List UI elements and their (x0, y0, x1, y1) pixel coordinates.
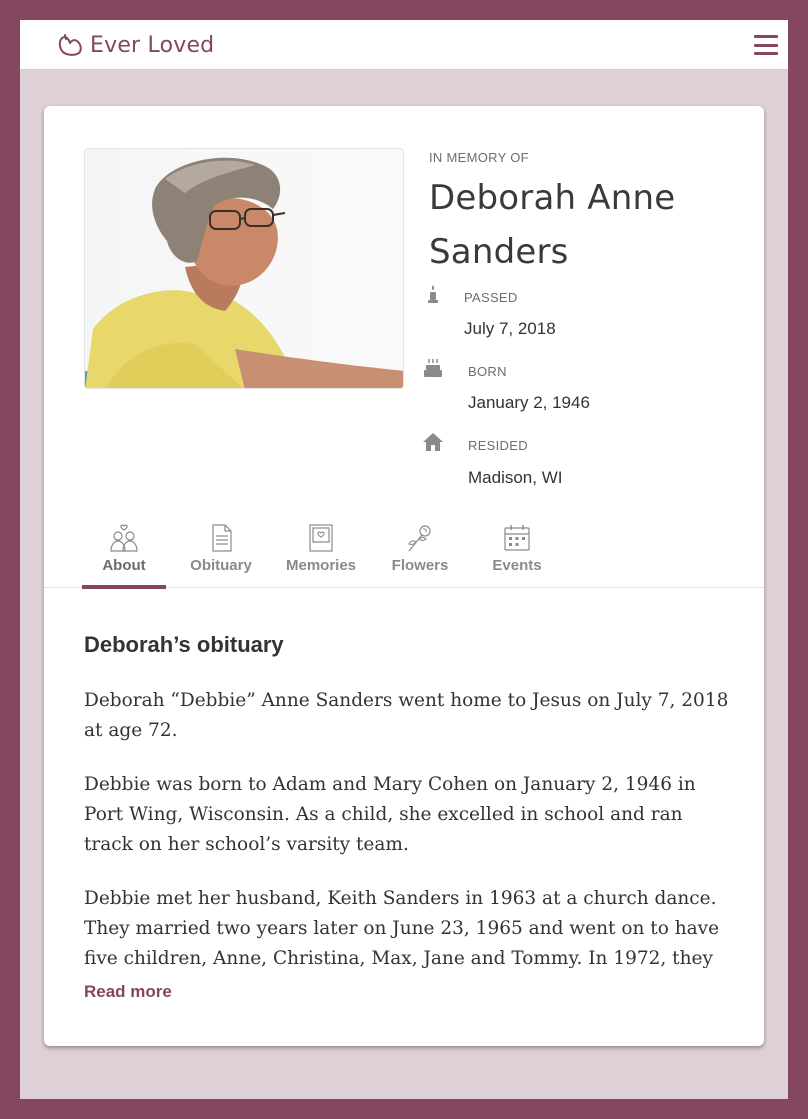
resided-label: RESIDED (468, 438, 528, 453)
tab-obituary-label: Obituary (190, 557, 252, 574)
tab-memories-label: Memories (285, 557, 357, 574)
rose-icon (404, 522, 436, 554)
calendar-icon (501, 522, 533, 554)
tab-events[interactable] (488, 516, 546, 588)
tab-about-label: About (102, 557, 146, 574)
heart-outline-icon (56, 31, 84, 59)
tab-events-label: Events (492, 557, 542, 574)
name-line-2: Sanders (429, 232, 569, 272)
memorial-card (44, 106, 764, 1046)
obituary-text (84, 686, 734, 968)
document-icon (205, 522, 237, 554)
memorial-photo (84, 148, 404, 389)
in-memory-label: IN MEMORY OF (429, 150, 529, 165)
people-heart-icon (108, 522, 140, 554)
tab-flowers[interactable] (388, 516, 452, 588)
obituary-title: Deborah’s obituary (84, 632, 284, 657)
photo-frame-icon (305, 522, 337, 554)
obituary-paragraph: Debbie met her husband, Keith Sanders in 1963 at a church dance. They married two years later on June 23, 1965 and went on to have five children, Anne, Christina, Max, Jane and Tommy. In 1972, they (84, 888, 720, 968)
tab-obituary[interactable] (184, 516, 258, 588)
brand-name: Ever Loved (90, 32, 215, 58)
hamburger-menu-icon[interactable] (754, 35, 778, 55)
born-date: January 2, 1946 (468, 393, 590, 412)
tab-about[interactable] (82, 516, 166, 588)
name-line-1: Deborah Anne (429, 178, 676, 218)
top-bar (20, 20, 788, 70)
resided-place: Madison, WI (468, 468, 563, 487)
app-screen (20, 20, 788, 1099)
memorial-info (429, 150, 739, 487)
tab-memories[interactable] (282, 516, 360, 588)
candle-icon (421, 282, 445, 306)
obituary-paragraph: Debbie was born to Adam and Mary Cohen on January 2, 1946 in Port Wing, Wisconsin. As a child, she excelled in school and ran track on her school’s varsity team. (84, 774, 696, 855)
tab-flowers-label: Flowers (391, 557, 449, 574)
passed-date: July 7, 2018 (464, 319, 556, 338)
born-label: BORN (468, 364, 507, 379)
passed-label: PASSED (464, 290, 518, 305)
read-more-link[interactable]: Read more (84, 982, 172, 1001)
brand-logo[interactable] (56, 29, 214, 61)
obituary-paragraph: Deborah “Debbie” Anne Sanders went home to Jesus on July 7, 2018 at age 72. (84, 690, 729, 741)
memorial-tabs (44, 516, 764, 588)
cake-icon (421, 356, 445, 380)
deceased-name (429, 171, 739, 279)
house-icon (421, 430, 445, 454)
